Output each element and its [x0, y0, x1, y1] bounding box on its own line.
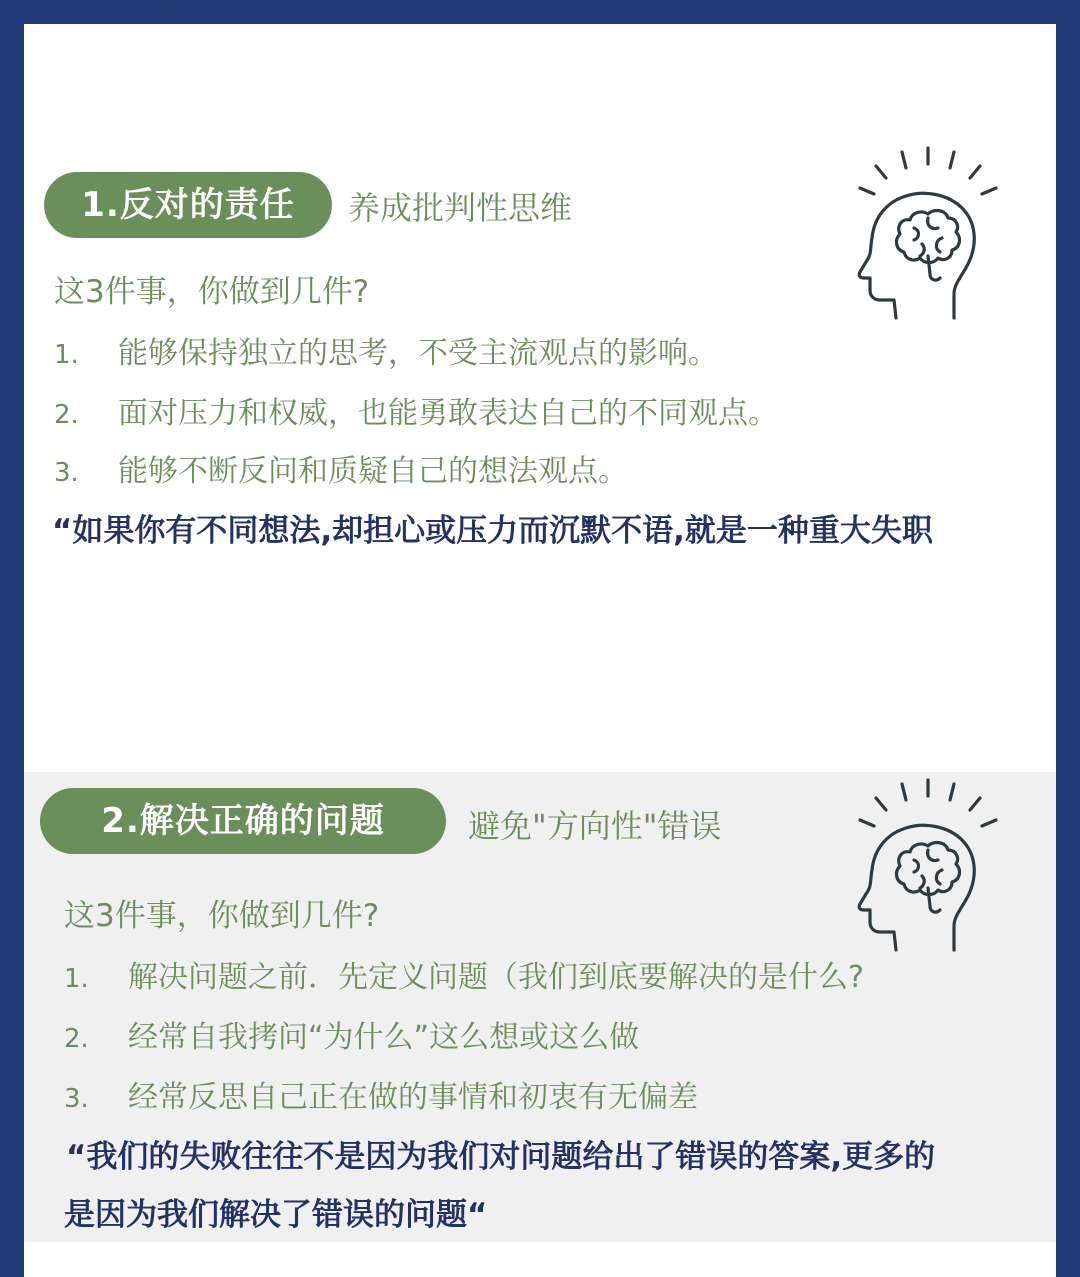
section-2-quote-line-1: “我们的失败往往不是因为我们对问题给出了错误的答案,更多的 — [66, 1139, 936, 1175]
section-2 — [24, 772, 1056, 1242]
brain-head-icon — [850, 776, 1010, 956]
section-1-quote: “如果你有不同想法,却担心或压力而沉默不语,就是一种重大失职 — [52, 513, 933, 549]
section-2-subtitle: 避免"方向性"错误 — [468, 807, 722, 845]
list-number: 1. — [54, 340, 79, 370]
content-card — [24, 24, 1056, 1277]
list-number: 3. — [54, 458, 79, 488]
section-2-list-item — [64, 1018, 639, 1059]
section-1-list-item — [54, 394, 778, 435]
brain-head-icon — [850, 144, 1010, 324]
list-number: 2. — [64, 1024, 89, 1054]
list-text: 经常自我拷问“为什么”这么想或这么做 — [128, 1020, 640, 1055]
section-2-question: 这3件事，你做到几件? — [64, 898, 380, 934]
section-2-list-item — [64, 1078, 698, 1119]
list-number: 2. — [54, 400, 79, 430]
section-2-quote-line-2: 是因为我们解决了错误的问题“ — [64, 1197, 488, 1233]
list-number: 1. — [64, 964, 89, 994]
section-1-title-pill: 1.反对的责任 — [44, 172, 332, 238]
section-2-list-item — [64, 958, 864, 999]
list-text: 解决问题之前．先定义问题（我们到底要解决的是什么? — [128, 960, 864, 995]
watermark-text: 微信公众号 · 知行派 — [162, 9, 243, 19]
list-text: 面对压力和权威，也能勇敢表达自己的不同观点。 — [118, 396, 778, 431]
section-2-title-pill: 2.解决正确的问题 — [40, 788, 446, 854]
list-text: 能够保持独立的思考，不受主流观点的影响。 — [118, 336, 718, 371]
section-1-list-item — [54, 452, 628, 493]
list-text: 经常反思自己正在做的事情和初衷有无偏差 — [128, 1080, 698, 1115]
section-1-subtitle: 养成批判性思维 — [348, 189, 573, 227]
list-number: 3. — [64, 1084, 89, 1114]
list-text: 能够不断反问和质疑自己的想法观点。 — [118, 454, 628, 489]
section-1-question: 这3件事，你做到几件? — [54, 274, 370, 310]
section-1-list-item — [54, 334, 718, 375]
